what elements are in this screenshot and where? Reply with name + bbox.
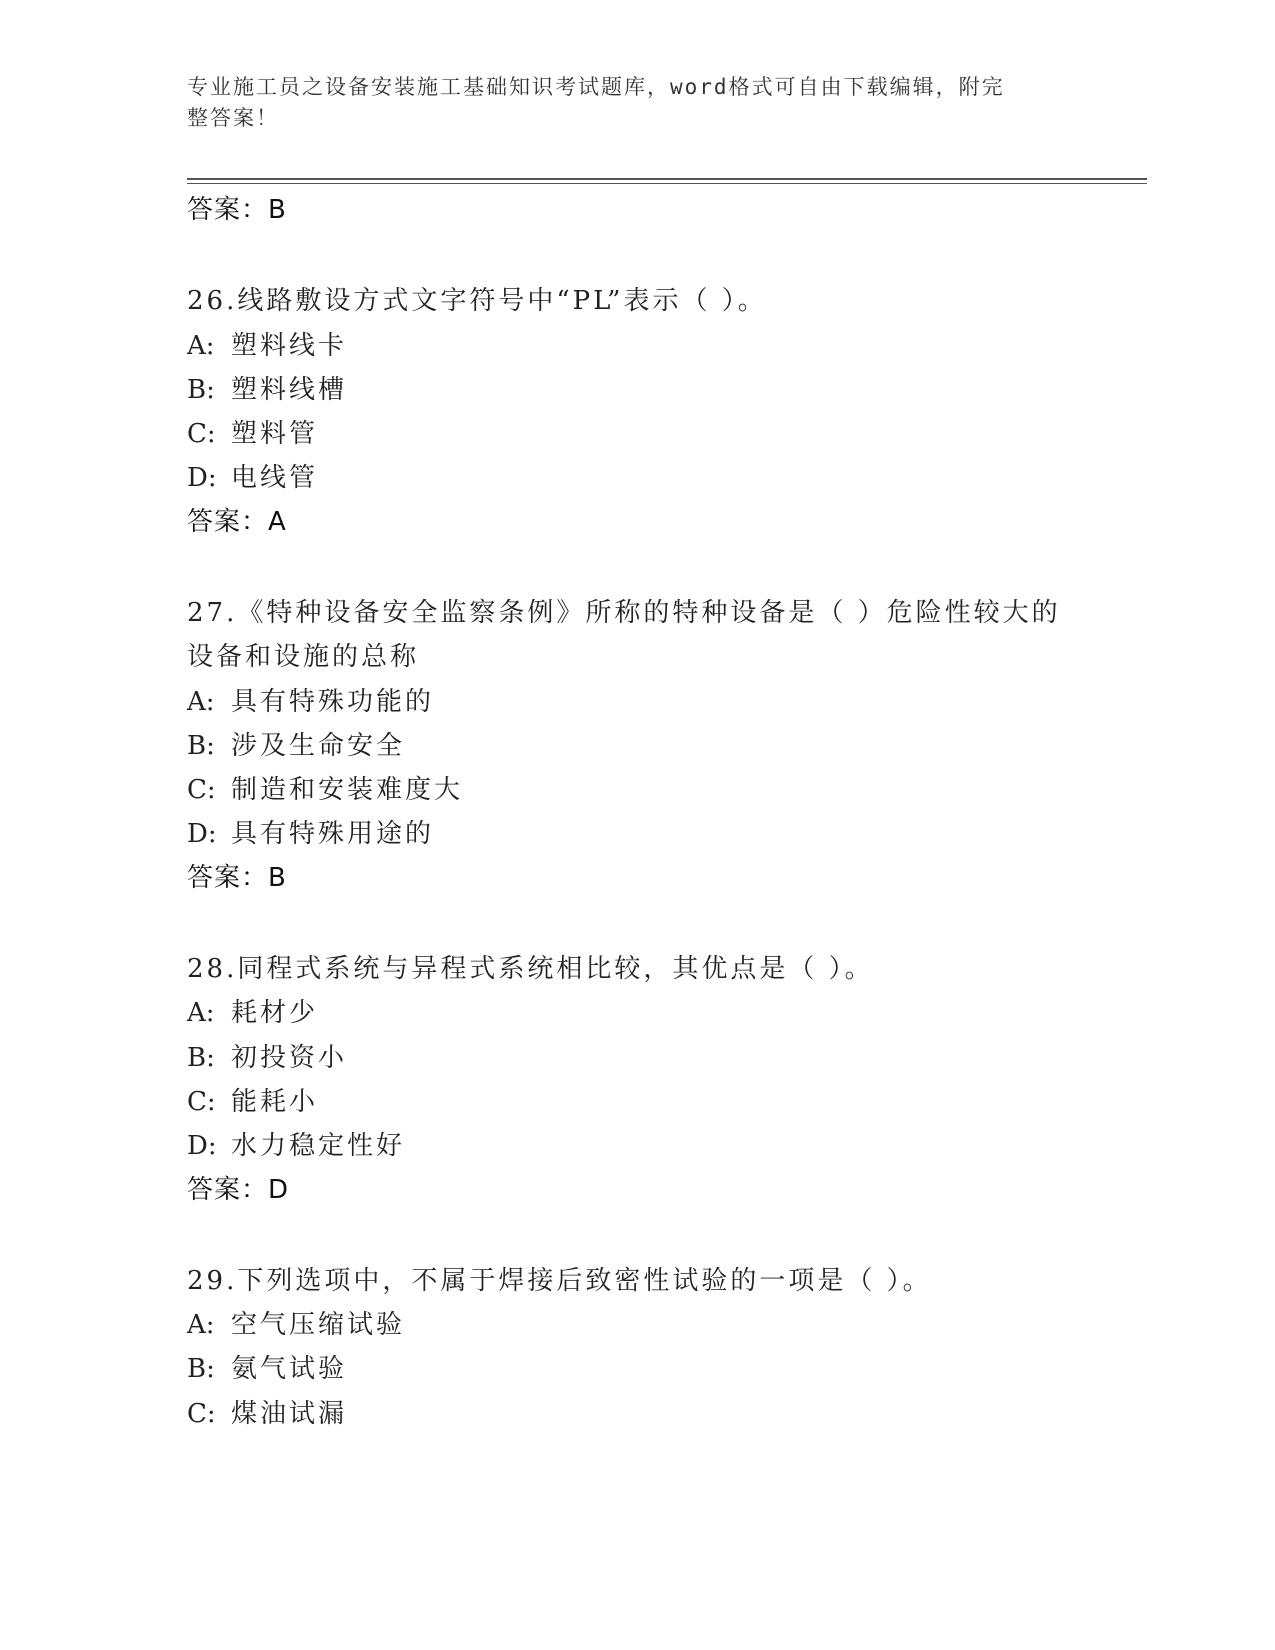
option-text: 耗材少: [231, 998, 319, 1028]
answer-line: 答案：B: [187, 195, 287, 225]
answer-line: 答案：D: [187, 1175, 290, 1205]
option-key: C:: [187, 419, 216, 449]
question-text: 《特种设备安全监察条例》所称的特种设备是（ ）危险性较大的: [237, 598, 1061, 628]
option-key: D:: [187, 463, 217, 493]
option-item: [187, 329, 347, 363]
question-number: 26.: [187, 286, 238, 316]
question-number: 28.: [187, 954, 238, 984]
option-item: [187, 1308, 405, 1342]
option-text: 塑料管: [231, 419, 319, 449]
option-key: C:: [187, 775, 216, 805]
question-stem: [187, 952, 874, 986]
question-number: 27.: [187, 598, 238, 628]
option-text: 电线管: [231, 463, 319, 493]
option-key: B:: [187, 1043, 215, 1073]
question-text: 下列选项中，不属于焊接后致密性试验的一项是（ ）。: [237, 1266, 932, 1296]
header-line-1: 专业施工员之设备安装施工基础知识考试题库，word格式可自由下载编辑，附完: [187, 75, 1005, 99]
option-key: A:: [187, 331, 215, 361]
document-header: [187, 72, 1067, 134]
option-text: 初投资小: [231, 1043, 348, 1073]
answer-line: 答案：B: [187, 863, 287, 893]
option-item: [187, 817, 434, 851]
option-key: A:: [187, 687, 215, 717]
option-key: B:: [187, 731, 215, 761]
header-divider-thick: [187, 178, 1147, 180]
option-key: A:: [187, 1310, 215, 1340]
option-key: C:: [187, 1399, 216, 1429]
option-item: [187, 461, 318, 495]
option-text: 具有特殊用途的: [231, 819, 435, 849]
option-text: 塑料线槽: [231, 375, 348, 405]
option-item: [187, 1397, 347, 1431]
header-line-2: 整答案！: [187, 106, 279, 130]
option-item: [187, 417, 318, 451]
option-text: 能耗小: [231, 1087, 319, 1117]
option-item: [187, 685, 434, 719]
option-key: C:: [187, 1087, 216, 1117]
option-text: 空气压缩试验: [231, 1310, 406, 1340]
option-key: B:: [187, 1354, 215, 1384]
option-item: [187, 773, 463, 807]
question-stem: [187, 1264, 932, 1298]
question-text: 线路敷设方式文字符号中“PL”表示（ ）。: [237, 286, 767, 316]
option-item: [187, 1129, 405, 1163]
option-text: 塑料线卡: [231, 331, 348, 361]
header-divider-thin: [187, 183, 1147, 184]
option-text: 涉及生命安全: [231, 731, 406, 761]
option-text: 水力稳定性好: [231, 1131, 406, 1161]
question-text-continued: 设备和设施的总称: [187, 642, 420, 672]
option-item: [187, 1041, 347, 1075]
option-item: [187, 1085, 318, 1119]
question-stem: [187, 284, 767, 318]
question-stem: [187, 596, 1061, 630]
option-key: D:: [187, 1131, 217, 1161]
option-text: 煤油试漏: [231, 1399, 348, 1429]
option-text: 具有特殊功能的: [231, 687, 435, 717]
option-item: [187, 996, 318, 1030]
question-text: 同程式系统与异程式系统相比较，其优点是（ ）。: [237, 954, 874, 984]
option-key: A:: [187, 998, 215, 1028]
option-item: [187, 729, 405, 763]
option-key: B:: [187, 375, 215, 405]
option-text: 制造和安装难度大: [231, 775, 464, 805]
option-item: [187, 1352, 347, 1386]
answer-line: 答案：A: [187, 507, 287, 537]
option-item: [187, 373, 347, 407]
question-number: 29.: [187, 1266, 238, 1296]
option-key: D:: [187, 819, 217, 849]
option-text: 氨气试验: [231, 1354, 348, 1384]
